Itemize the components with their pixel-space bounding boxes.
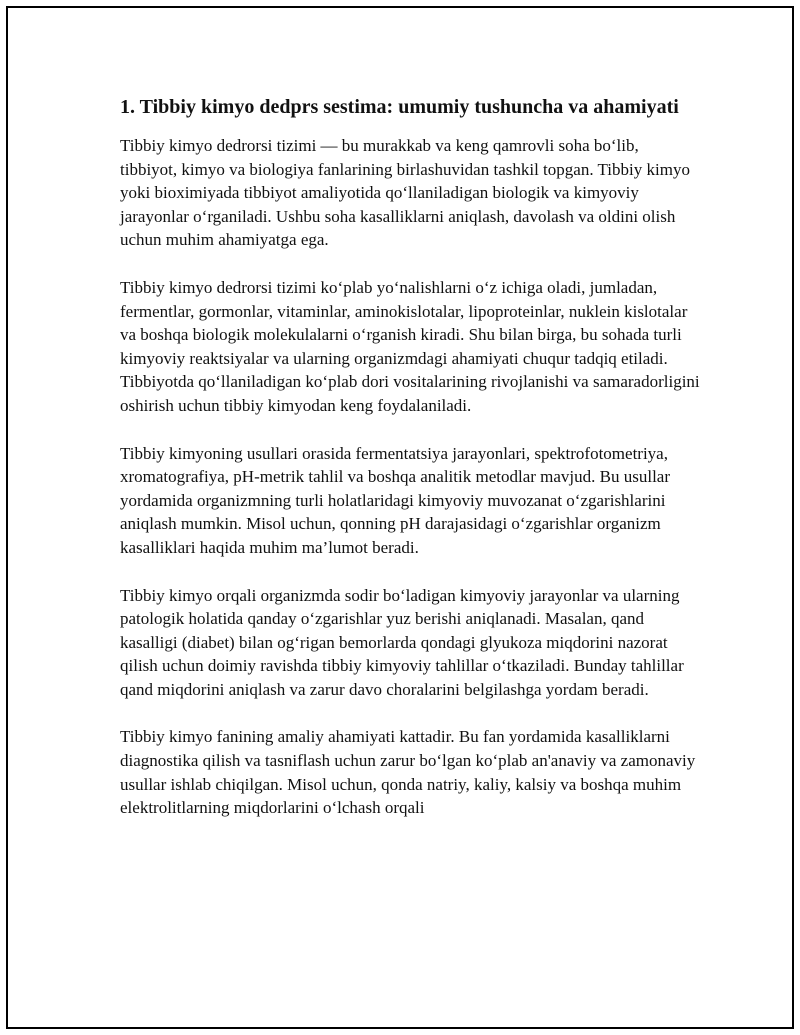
section-heading: 1. Tibbiy kimyo dedprs sestima: umumiy tushuncha va ahamiyati <box>120 96 679 118</box>
paragraph: Tibbiy kimyo orqali organizmda sodir bo‘ladigan kimyoviy jarayonlar va ularning patologik holatida qanday o‘zgarishlar yuz berishi aniqlanadi. Masalan, qand kasalligi (diabet) bilan og‘rigan bemorlarda qondagi glyukoza miqdorini nazorat qilish uchun doimiy ravishda tibbiy kimyoviy tahlillar o‘tkaziladi. Bunday tahlillar qand miqdorini aniqlash va zarur davo choralarini belgilashga yordam beradi. <box>120 585 684 699</box>
paragraph: Tibbiy kimyo dedrorsi tizimi — bu murakkab va keng qamrovli soha bo‘lib, tibbiyot, kimyo va biologiya fanlarining birlashuvidan tashkil topgan. Tibbiy kimyo yoki bioximiyada tibbiyot amaliyotida qo‘llaniladigan biologik va kimyoviy jarayonlar o‘rganiladi. Ushbu soha kasalliklarni aniqlash, davolash va oldini olish uchun muhim ahamiyatga ega. <box>120 136 690 250</box>
paragraph: Tibbiy kimyo fanining amaliy ahamiyati kattadir. Bu fan yordamida kasalliklarni diagnostika qilish va tasniflash uchun zarur bo‘lgan ko‘plab an'anaviy va zamonaviy usullar ishlab chiqilgan. Misol uchun, qonda natriy, kaliy, kalsiy va boshqa muhim elektrolitlarning miqdorlarini o‘lchash orqali <box>120 727 696 818</box>
paragraph: Tibbiy kimyo dedrorsi tizimi ko‘plab yo‘nalishlarni o‘z ichiga oladi, jumladan, fermentlar, gormonlar, vitaminlar, aminokislotalar, lipoproteinlar, nuklein kislotalar va boshqa biologik molekulalarni o‘rganish kiradi. Shu bilan birga, bu sohada turli kimyoviy reaktsiyalar va ularning organizmdagi ahamiyati chuqur tadqiq etiladi. Tibbiyotda qo‘llaniladigan ko‘plab dori vositalarining rivojlanishi va samaradorligini oshirish uchun tibbiy kimyodan keng foydalaniladi. <box>120 277 700 415</box>
page-frame <box>6 6 794 1029</box>
paragraph: Tibbiy kimyoning usullari orasida fermentatsiya jarayonlari, spektrofotometriya, xromatografiya, pH-metrik tahlil va boshqa analitik metodlar mavjud. Bu usullar yordamida organizmning turli holatlaridagi kimyoviy muvozanat o‘zgarishlarini aniqlash mumkin. Misol uchun, qonning pH darajasidagi o‘zgarishlar organizm kasalliklari haqida muhim ma’lumot beradi. <box>120 443 671 557</box>
document-body <box>120 94 700 844</box>
